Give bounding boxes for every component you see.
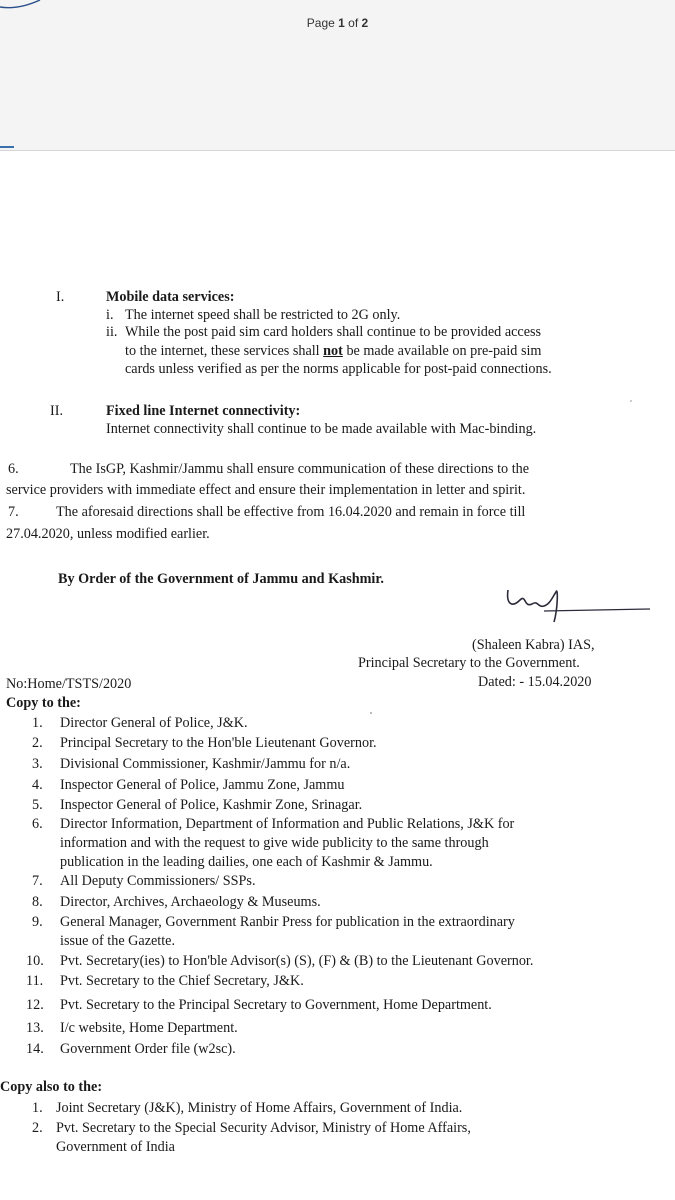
item-i-number: i. (106, 307, 114, 323)
list-item-number: 4. (32, 777, 43, 793)
list-item-number: 12. (26, 997, 44, 1013)
list-item-number: 3. (32, 756, 43, 772)
list-item-text: Inspector General of Police, Jammu Zone, Jammu (60, 777, 345, 793)
section-ii-number: II. (50, 403, 63, 419)
signature (500, 578, 660, 628)
list-item-text: Pvt. Secretary to the Chief Secretary, J&K. (60, 973, 304, 989)
dated: Dated: - 15.04.2020 (478, 674, 592, 690)
para-7-line2: 27.04.2020, unless modified earlier. (6, 526, 210, 542)
list-item-text: information and with the request to give wide publicity to the same through (60, 835, 489, 851)
emphasis-not: not (323, 343, 343, 359)
section-ii-text: Internet connectivity shall continue to be made available with Mac-binding. (106, 421, 537, 437)
scan-speck (630, 400, 632, 402)
item-ii-line1: While the post paid sim card holders shall continue to be provided access (125, 324, 542, 340)
reference-number: No:Home/TSTS/2020 (6, 676, 132, 692)
section-ii-heading: Fixed line Internet connectivity: (106, 403, 301, 419)
list-item-number: 10. (26, 953, 44, 969)
list-item-number: 1. (32, 715, 43, 731)
list-item-text: Government Order file (w2sc). (60, 1041, 236, 1057)
copy-to-heading: Copy to the: (6, 695, 81, 711)
section-i-heading: Mobile data services: (106, 289, 235, 305)
para-7-line1: The aforesaid directions shall be effective from 16.04.2020 and remain in force till (56, 504, 526, 520)
list-item-text: All Deputy Commissioners/ SSPs. (60, 873, 256, 889)
list-item-number: 9. (32, 914, 43, 930)
list-item-number: 5. (32, 797, 43, 813)
item-i-text: The internet speed shall be restricted to 2G only. (125, 307, 401, 323)
list-item-text: I/c website, Home Department. (60, 1020, 238, 1036)
scan-speck (370, 712, 372, 714)
list-item-number: 13. (26, 1020, 44, 1036)
list-item-text: Director, Archives, Archaeology & Museums. (60, 894, 321, 910)
list-item-number: 6. (32, 816, 43, 832)
list-item-text: Government of India (56, 1139, 175, 1155)
list-item-number: 14. (26, 1041, 44, 1057)
item-ii-number: ii. (106, 324, 118, 340)
list-item-number: 1. (32, 1100, 43, 1116)
list-item-text: Joint Secretary (J&K), Ministry of Home Affairs, Government of India. (56, 1100, 463, 1116)
page-indicator: Page 1 of 2 (306, 16, 369, 30)
para-6-line1: The IsGP, Kashmir/Jammu shall ensure communication of these directions to the (70, 461, 530, 477)
list-item-number: 2. (32, 1120, 43, 1136)
list-item-text: Inspector General of Police, Kashmir Zone, Srinagar. (60, 797, 363, 813)
order-line: By Order of the Government of Jammu and Kashmir. (58, 571, 384, 587)
signatory-title: Principal Secretary to the Government. (358, 655, 580, 671)
list-item-number: 11. (26, 973, 44, 989)
list-item-text: Principal Secretary to the Hon'ble Lieutenant Governor. (60, 735, 377, 751)
para-6-line2: service providers with immediate effect and ensure their implementation in letter and spirit. (6, 482, 526, 498)
list-item-text: Director General of Police, J&K. (60, 715, 248, 731)
para-7-number: 7. (8, 504, 19, 520)
list-item-text: issue of the Gazette. (60, 933, 176, 949)
list-item-text: Pvt. Secretary(ies) to Hon'ble Advisor(s) (S), (F) & (B) to the Lieutenant Governor. (60, 953, 534, 969)
item-ii-line2: to the internet, these services shall not be made available on pre-paid sim (125, 343, 542, 359)
list-item-number: 7. (32, 873, 43, 889)
para-6-number: 6. (8, 461, 19, 477)
list-item-text: Pvt. Secretary to the Principal Secretary to Government, Home Department. (60, 997, 492, 1013)
signatory-name: (Shaleen Kabra) IAS, (472, 637, 595, 653)
list-item-text: Director Information, Department of Information and Public Relations, J&K for (60, 816, 515, 832)
copy-also-heading: Copy also to the: (0, 1079, 103, 1095)
list-item-text: Pvt. Secretary to the Special Security Advisor, Ministry of Home Affairs, (56, 1120, 471, 1136)
list-item-text: publication in the leading dailies, one each of Kashmir & Jammu. (60, 854, 433, 870)
section-i-number: I. (56, 289, 65, 305)
list-item-text: Divisional Commissioner, Kashmir/Jammu for n/a. (60, 756, 351, 772)
list-item-text: General Manager, Government Ranbir Press for publication in the extraordinary (60, 914, 515, 930)
list-item-number: 8. (32, 894, 43, 910)
list-item-number: 2. (32, 735, 43, 751)
item-ii-line3: cards unless verified as per the norms applicable for post-paid connections. (125, 361, 552, 377)
